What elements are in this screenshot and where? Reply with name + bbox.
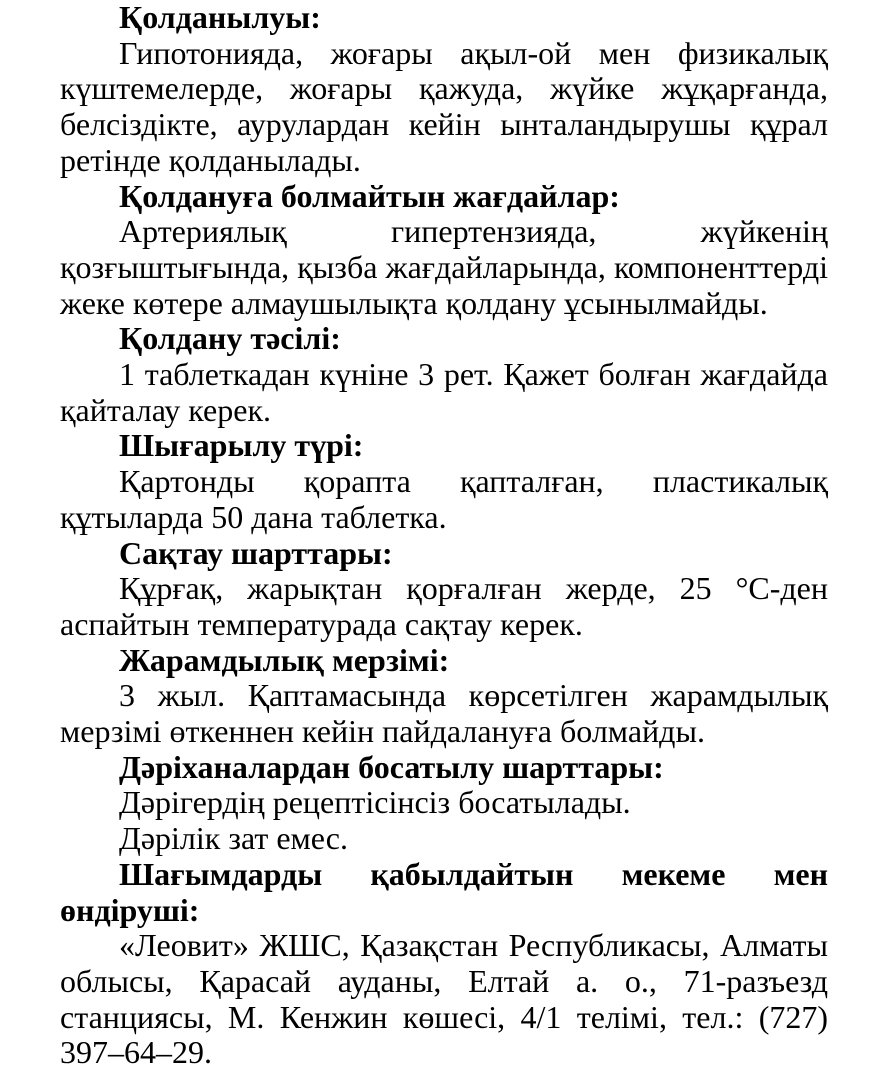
section-text: Дәрілік зат емес.	[119, 820, 348, 857]
section-text: «Леовит» ЖШС, Қазақстан Республикасы, Алматы облысы, Қарасай ауданы, Елтай а. о., 71-разъезд станциясы, М. Кенжин көшесі, 4/1 телімі, тел.: (727) 397–64–29.	[60, 927, 828, 1071]
section-heading: Қолдану тәсілі:	[119, 320, 341, 357]
section-text: Қартонды қорапта қапталған, пластикалық құтыларда 50 дана таблетка.	[60, 463, 828, 535]
section-text: 3 жыл. Қаптамасында көрсетілген жарамдылық мерзімі өткеннен кейін пайдалануға болмайды.	[60, 677, 828, 750]
section-heading: Сақтау шарттары:	[119, 534, 393, 571]
section-contraindications	[60, 179, 828, 322]
section-storage	[60, 536, 828, 643]
section-heading: Дәріханалардан босатылу шарттары:	[119, 748, 664, 785]
section-shelf-life	[60, 643, 828, 750]
section-heading: Қолдануға болмайтын жағдайлар:	[119, 177, 620, 214]
section-dispensing	[60, 750, 828, 857]
section-dosage	[60, 321, 828, 428]
section-text: 1 таблеткадан күніне 3 рет. Қажет болған жағдайда қайталау керек.	[60, 356, 828, 428]
section-release-form	[60, 428, 828, 535]
section-heading: Қолданылуы:	[119, 0, 321, 35]
section-text: Дәрігердің рецептісінсіз босатылады.	[119, 784, 631, 821]
section-manufacturer	[60, 857, 828, 1071]
section-heading: Шағымдарды қабылдайтын мекеме мен өндіруші:	[60, 855, 828, 928]
section-heading: Жарамдылық мерзімі:	[119, 641, 450, 678]
section-heading: Шығарылу түрі:	[119, 427, 364, 464]
section-text: Артериялық гипертензияда, жүйкенің қозғыштығында, қызба жағдайларында, компоненттерді жеке көтере алмаушылықта қолдану ұсынылмайды.	[60, 213, 828, 321]
section-usage	[60, 0, 828, 179]
section-text: Гипотонияда, жоғары ақыл-ой мен физикалық күштемелерде, жоғары қажуда, жүйке жұқарғанда, белсіздікте, аурулардан кейін ынталандырушы құрал ретінде қолданылады.	[60, 34, 828, 178]
section-text: Құрғақ, жарықтан қорғалған жерде, 25 °С-ден аспайтын температурада сақтау керек.	[60, 570, 828, 642]
